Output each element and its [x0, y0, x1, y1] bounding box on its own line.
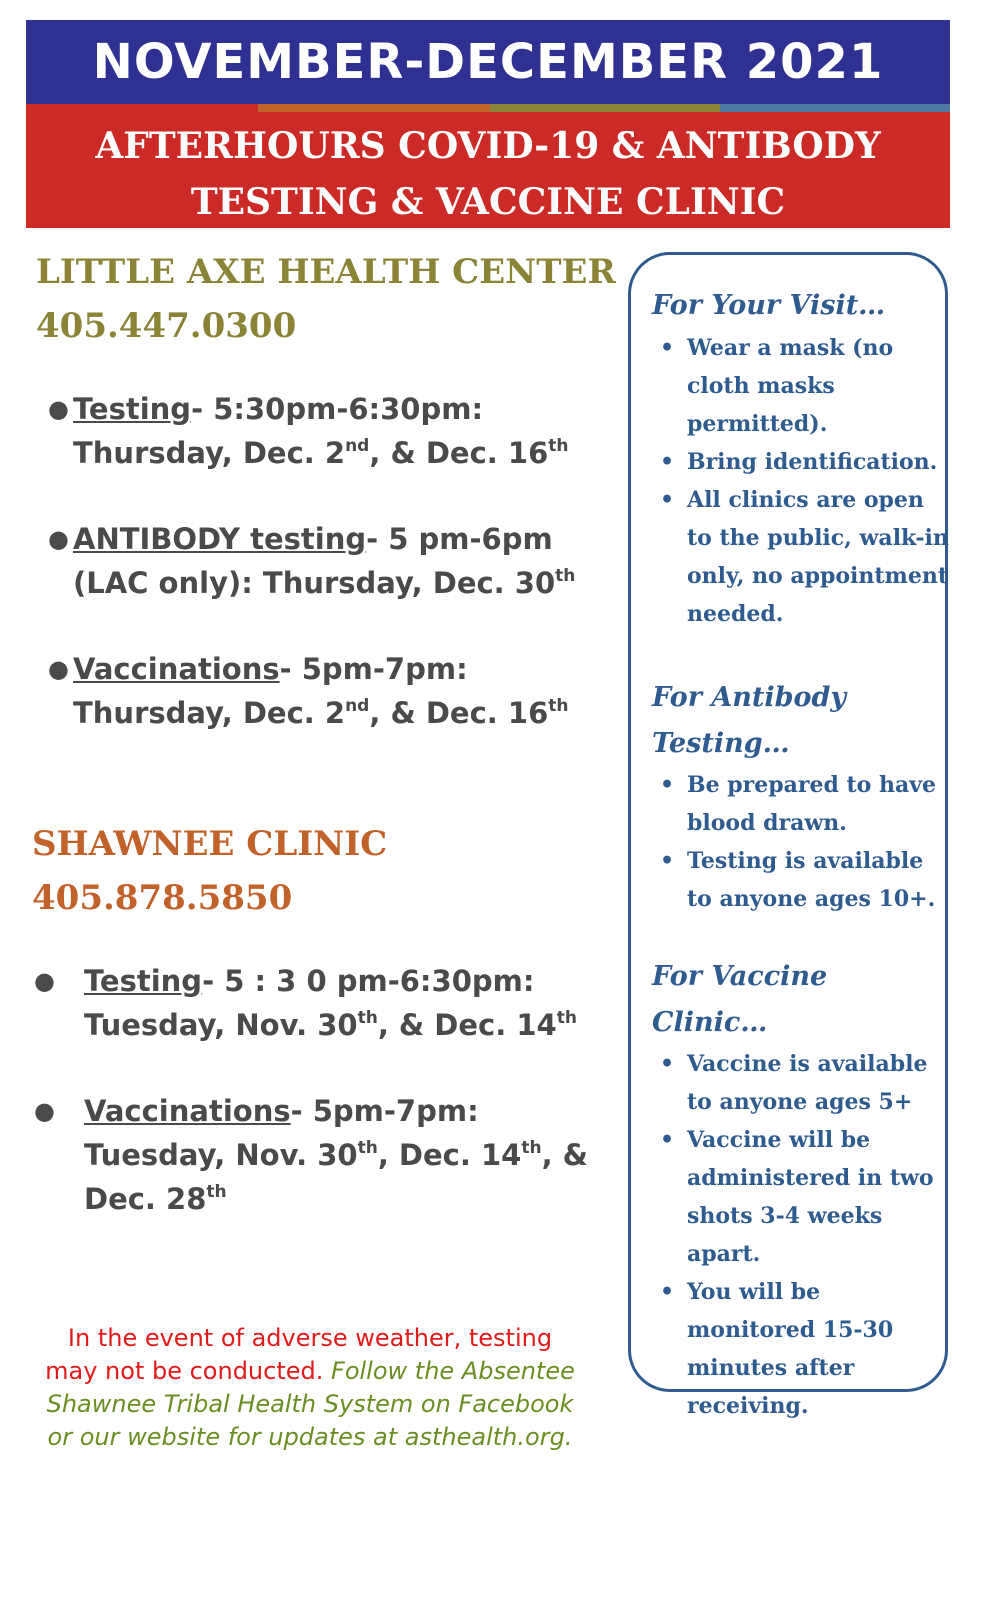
list-item-text: Be prepared to have blood drawn.	[687, 772, 937, 836]
shawnee-phone: 405.878.5850	[32, 878, 293, 918]
antibody-heading: For Antibody Testing…	[652, 682, 847, 759]
ordinal-suffix: th	[555, 566, 576, 586]
subtitle	[26, 118, 950, 230]
facebook-website-note: Follow the Absentee Shawnee Tribal Health System on Facebook or our website for updates at asthealth.org.	[46, 1357, 575, 1451]
schedule-days: Thursday, Dec. 2	[73, 436, 346, 470]
ordinal-suffix: th	[521, 1138, 542, 1158]
schedule-time: - 5pm-7pm:	[290, 1094, 479, 1128]
ordinal-suffix: th	[556, 1008, 577, 1028]
bullet-icon: ●	[48, 525, 69, 553]
schedule-days: (LAC only): Thursday, Dec. 30	[73, 566, 556, 600]
ordinal-suffix: th	[206, 1182, 227, 1202]
ordinal-suffix: nd	[345, 696, 370, 716]
list-item-text: Bring identification.	[687, 449, 938, 475]
bullet-icon: •	[660, 1279, 675, 1305]
bullet-icon: ●	[34, 1097, 55, 1125]
stripe-orange	[258, 104, 490, 112]
ordinal-suffix: th	[548, 436, 569, 456]
list-item-text: Vaccine will be administered in two shots 3-4 weeks apart.	[687, 1127, 934, 1267]
schedule-time: - 5 pm-6pm	[366, 522, 553, 556]
weather-notice	[40, 1322, 580, 1454]
schedule-label: Vaccinations	[73, 652, 280, 686]
list-item	[660, 842, 950, 918]
schedule-label: Vaccinations	[84, 1094, 291, 1128]
shawnee-vaccinations-item	[34, 1089, 604, 1223]
list-item-text: You will be monitored 15-30 minutes after receiving.	[687, 1279, 894, 1419]
ordinal-suffix: th	[357, 1138, 378, 1158]
stripe-slate	[720, 104, 950, 112]
weather-warning: In the event of adverse weather, testing may not be conducted.	[45, 1324, 553, 1385]
ordinal-suffix: th	[548, 696, 569, 716]
visit-heading: For Your Visit…	[652, 290, 886, 321]
schedule-time: - 5 : 3 0 pm-6:30pm:	[202, 964, 535, 998]
bullet-icon: •	[660, 335, 675, 361]
list-item	[660, 443, 950, 481]
little-axe-vaccinations-item	[48, 647, 608, 737]
little-axe-testing-item	[48, 387, 608, 477]
ordinal-suffix: th	[357, 1008, 378, 1028]
list-item-text: Wear a mask (no cloth masks permitted).	[687, 335, 894, 437]
schedule-days: Tuesday, Nov. 30	[84, 1138, 358, 1172]
stripe-olive	[490, 104, 720, 112]
list-item	[660, 329, 950, 443]
bullet-icon: ●	[48, 655, 69, 683]
schedule-days-end: , &	[541, 1138, 588, 1172]
stripe-red	[26, 104, 258, 112]
shawnee-name: SHAWNEE CLINIC	[32, 824, 388, 864]
ordinal-suffix: nd	[345, 436, 370, 456]
bullet-icon: ●	[48, 395, 69, 423]
little-axe-phone: 405.447.0300	[36, 306, 297, 346]
bullet-icon: •	[660, 487, 675, 513]
little-axe-name: LITTLE AXE HEALTH CENTER	[36, 252, 616, 292]
subtitle-line-1: AFTERHOURS COVID-19 & ANTIBODY	[95, 125, 881, 167]
bullet-icon: •	[660, 848, 675, 874]
list-item	[660, 1273, 950, 1425]
schedule-days-more: , & Dec. 16	[369, 696, 549, 730]
subtitle-line-2: TESTING & VACCINE CLINIC	[190, 181, 786, 223]
list-item	[660, 1121, 950, 1273]
bullet-icon: •	[660, 1127, 675, 1153]
bullet-icon: ●	[34, 967, 55, 995]
antibody-list	[660, 766, 950, 918]
bullet-icon: •	[660, 772, 675, 798]
schedule-days: Tuesday, Nov. 30	[84, 1008, 358, 1042]
little-axe-antibody-item	[48, 517, 608, 607]
schedule-days-more: , & Dec. 16	[369, 436, 549, 470]
schedule-label: Testing	[84, 964, 203, 998]
schedule-days-last: Dec. 28	[84, 1182, 207, 1216]
list-item-text: Testing is available to anyone ages 10+.	[687, 848, 936, 912]
page-title: NOVEMBER-DECEMBER 2021	[92, 34, 884, 90]
bullet-icon: •	[660, 449, 675, 475]
schedule-time: - 5:30pm-6:30pm:	[191, 392, 484, 426]
list-item	[660, 1045, 950, 1121]
schedule-days-more: , Dec. 14	[377, 1138, 522, 1172]
schedule-days: Thursday, Dec. 2	[73, 696, 346, 730]
schedule-days-more: , & Dec. 14	[377, 1008, 557, 1042]
schedule-label: Testing	[73, 392, 192, 426]
list-item-text: All clinics are open to the public, walk-in only, no appointment needed.	[687, 487, 949, 627]
schedule-label: ANTIBODY testing	[73, 522, 367, 556]
bullet-icon: •	[660, 1051, 675, 1077]
list-item	[660, 766, 950, 842]
schedule-time: - 5pm-7pm:	[279, 652, 468, 686]
visit-list	[660, 329, 950, 633]
vaccine-heading: For Vaccine Clinic…	[652, 961, 828, 1038]
shawnee-testing-item	[34, 959, 604, 1049]
vaccine-list	[660, 1045, 950, 1425]
list-item	[660, 481, 950, 633]
list-item-text: Vaccine is available to anyone ages 5+	[687, 1051, 928, 1115]
